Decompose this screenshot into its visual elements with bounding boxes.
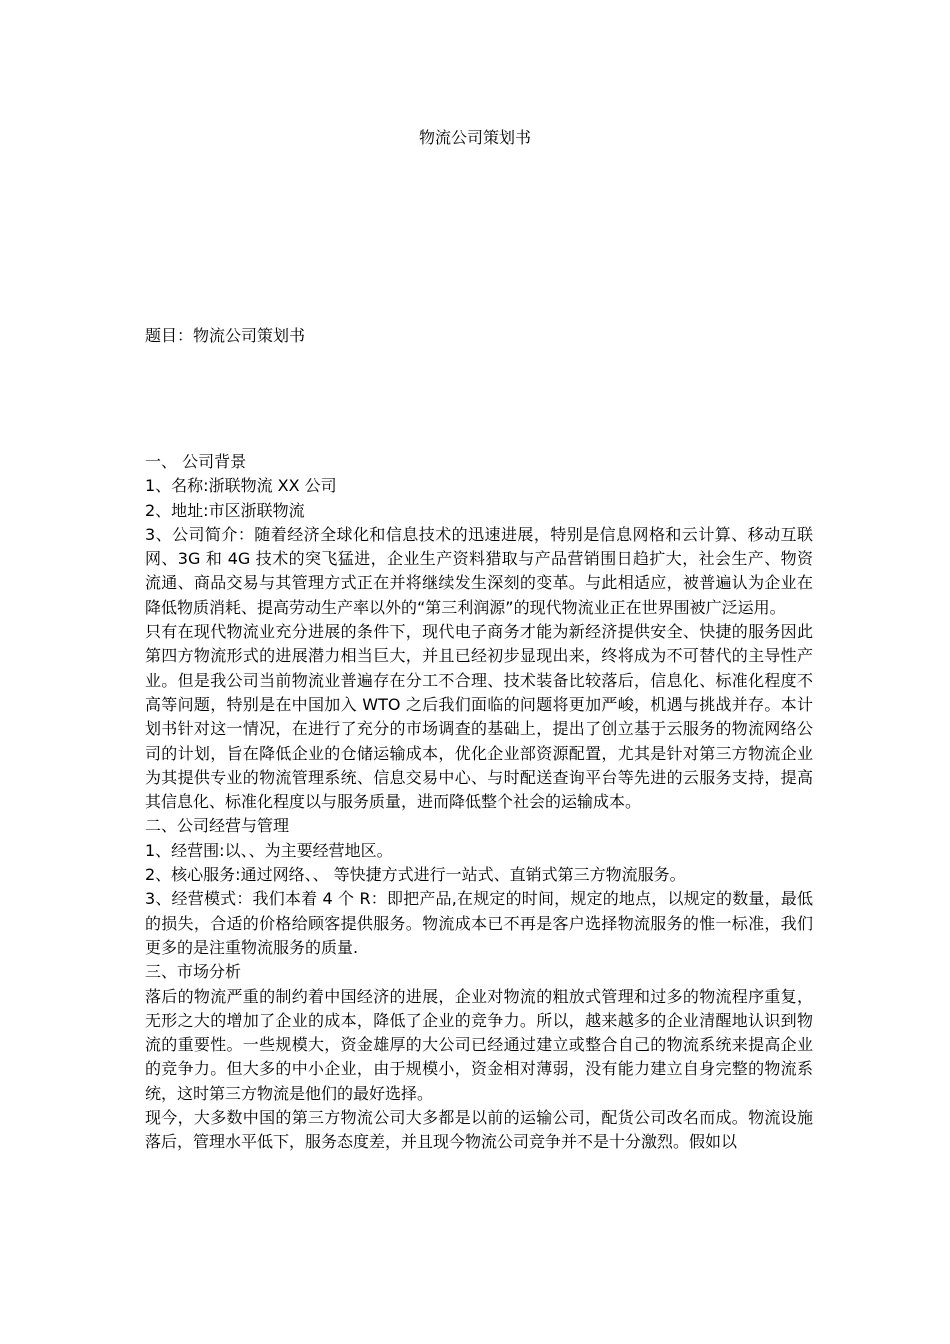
section-heading: 二、公司经营与管理 — [145, 816, 290, 836]
paragraph: 现今，大多数中国的第三方物流公司大多都是以前的运输公司，配货公司改名而成。物流设施落后，管理水平低下，服务态度差，并且现今物流公司竞争并不是十分激烈。假如以 — [145, 1108, 813, 1152]
subject-line: 题目：物流公司策划书 — [145, 326, 306, 345]
paragraph: 只有在现代物流业充分进展的条件下，现代电子商务才能为新经济提供安全、快捷的服务因此第四方物流形式的进展潜力相当巨大，并且已经初步显现出来，终将成为不可替代的主导性产业。但是我公司当前物流业普遍存在分工不合理、技术装备比较落后，信息化、标准化程度不高等问题，特别是在中国加入 WTO 之后我们面临的问题将更加严峻，机遇与挑战并存。本计划书针对这一情况，在进行了充分的市场调查的基础上，提出了创立基于云服务的物流网络公司的计划，旨在降低企业的仓储运输成本，优化企业部资源配置，尤其是针对第三方物流企业为其提供专业的物流管理系统、信息交易中心、与时配送查询平台等先进的云服务支持，提高其信息化、标准化程度以与服务质量，进而降低整个社会的运输成本。 — [145, 622, 813, 812]
section-heading: 三、市场分析 — [145, 962, 242, 982]
paragraph: 3、公司简介：随着经济全球化和信息技术的迅速进展，特别是信息网格和云计算、移动互联网、3G 和 4G 技术的突飞猛进，企业生产资料猎取与产品营销围日趋扩大，社会生产、物资流通、商品交易与其管理方式正在并将继续发生深刻的变革。与此相适应，被普遍认为企业在降低物质消耗、提高劳动生产率以外的“第三利润源”的现代物流业正在世界围被广泛运用。 — [145, 524, 813, 617]
document-title: 物流公司策划书 — [418, 128, 531, 147]
document-body — [145, 450, 813, 1155]
paragraph: 落后的物流严重的制约着中国经济的进展，企业对物流的粗放式管理和过多的物流程序重复，无形之大的增加了企业的成本，降低了企业的竞争力。所以，越来越多的企业清醒地认识到物流的重要性。一些规模大，资金雄厚的大公司已经通过建立或整合自己的物流系统来提高企业的竞争力。但大多的中小企业，由于规模小，资金相对薄弱，没有能力建立自身完整的物流系统，这时第三方物流是他们的最好选择。 — [145, 986, 813, 1103]
paragraph: 1、经营围:以、、为主要经营地区。 — [145, 840, 393, 860]
paragraph: 2、核心服务:通过网络、、 等快捷方式进行一站式、直销式第三方物流服务。 — [145, 865, 686, 885]
section-heading: 一、 公司背景 — [145, 452, 247, 471]
paragraph: 2、地址:市区浙联物流 — [145, 500, 305, 520]
paragraph: 1、名称:浙联物流 XX 公司 — [145, 476, 337, 496]
paragraph: 3、经营模式：我们本着 4 个 R：即把产品,在规定的时间，规定的地点，以规定的数量，最低的损失，合适的价格给顾客提供服务。物流成本已不再是客户选择物流服务的惟一标准，我们更多的是注重物流服务的质量. — [145, 889, 813, 957]
